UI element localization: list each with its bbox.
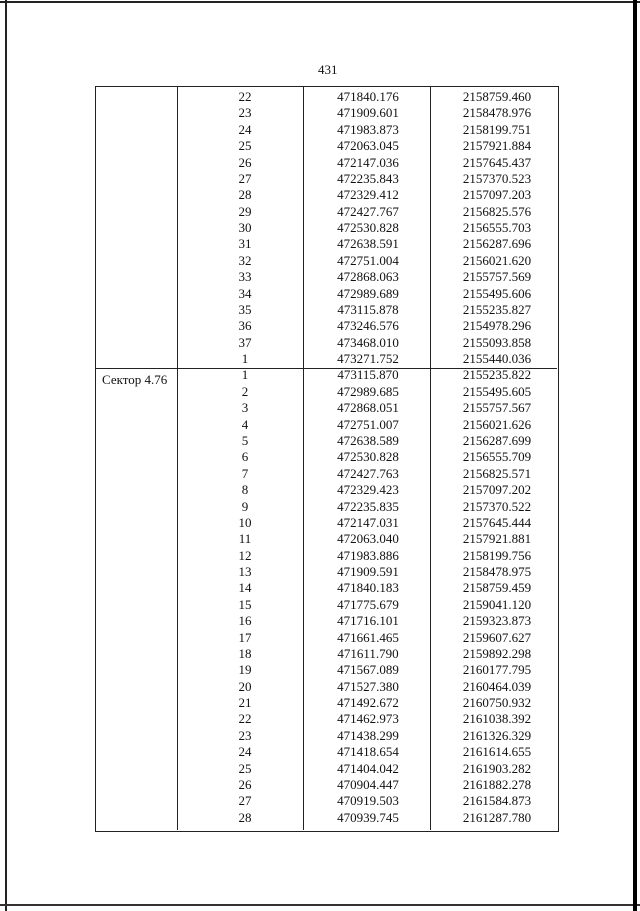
y-coordinate-cell: 2156021.626 <box>462 416 532 432</box>
y-coordinate-cell: 2159892.298 <box>462 645 532 661</box>
x-coordinate-cell: 472235.843 <box>337 170 399 186</box>
y-coordinate-cell: 2159041.120 <box>462 596 532 612</box>
x-coordinate-cell: 471983.873 <box>337 121 399 137</box>
x-coordinate-cell: 472329.423 <box>337 482 399 498</box>
y-coordinate-cell: 2161326.329 <box>462 727 532 743</box>
point-number-cell: 17 <box>238 629 252 645</box>
point-number-cell: 13 <box>238 564 252 580</box>
page-number: 431 <box>318 62 338 77</box>
x-coordinate-cell: 472063.045 <box>337 138 399 154</box>
point-number-cell: 26 <box>238 154 252 170</box>
x-coordinate-cell: 471462.973 <box>337 711 399 727</box>
point-number-cell: 27 <box>238 793 252 809</box>
point-number-cell: 1 <box>241 351 249 367</box>
y-coordinate-cell: 2155093.858 <box>462 334 532 350</box>
x-coordinate-cell: 472235.835 <box>337 498 399 514</box>
y-coordinate-cell: 2155757.567 <box>462 400 532 416</box>
point-number-cell: 8 <box>241 482 249 498</box>
x-coordinate-cell: 472427.763 <box>337 465 399 481</box>
x-coordinate-cell: 471661.465 <box>337 629 399 645</box>
x-coordinate-cell: 471840.176 <box>337 89 399 104</box>
x-coordinate-cell: 471775.679 <box>337 596 399 612</box>
y-coordinate-cell: 2156021.620 <box>462 252 532 268</box>
point-number-cell: 16 <box>238 613 252 629</box>
y-coordinate-cell: 2156825.576 <box>462 203 532 219</box>
x-coordinate-cell: 472751.007 <box>337 416 399 432</box>
y-coordinate-cell: 2161882.278 <box>462 776 532 792</box>
point-number-cell: 1 <box>241 367 249 383</box>
point-number-cell: 3 <box>241 400 249 416</box>
point-number-cell: 33 <box>238 269 252 285</box>
x-coordinate-cell: 472638.589 <box>337 432 399 448</box>
column-divider <box>430 86 431 830</box>
y-coordinate-cell: 2157370.523 <box>462 170 532 186</box>
x-coordinate-cell: 472751.004 <box>337 252 399 268</box>
x-coordinate-cell: 471527.380 <box>337 678 399 694</box>
column-divider <box>177 86 178 830</box>
point-number-cell: 23 <box>238 105 252 121</box>
y-coordinate-cell: 2158478.975 <box>462 564 532 580</box>
point-number-cell: 28 <box>238 187 252 203</box>
point-number-cell: 22 <box>238 711 252 727</box>
y-coordinate-cell: 2156555.709 <box>462 449 532 465</box>
point-number-cell: 29 <box>238 203 252 219</box>
y-coordinate-cell: 2158199.751 <box>462 121 532 137</box>
y-coordinate-cell: 2154978.296 <box>462 318 532 334</box>
x-coordinate-cell: 472329.412 <box>337 187 399 203</box>
point-number-cell: 25 <box>238 138 252 154</box>
scan-border-bottom <box>0 904 640 906</box>
y-coordinate-cell: 2157645.444 <box>462 514 532 530</box>
y-coordinate-cell: 2159607.627 <box>462 629 532 645</box>
point-number-cell: 30 <box>238 220 252 236</box>
x-coordinate-cell: 472147.036 <box>337 154 399 170</box>
x-coordinate-cell: 472147.031 <box>337 514 399 530</box>
y-coordinate-cell: 2157097.203 <box>462 187 532 203</box>
y-coordinate-cell: 2157097.202 <box>462 482 532 498</box>
y-coordinate-cell: 2161038.392 <box>462 711 532 727</box>
point-number-cell: 5 <box>241 432 249 448</box>
y-coordinate-cell: 2156825.571 <box>462 465 532 481</box>
x-coordinate-cell: 470939.745 <box>337 809 399 825</box>
point-number-cell: 31 <box>238 236 252 252</box>
x-coordinate-cell: 471909.591 <box>337 564 399 580</box>
point-number-cell: 26 <box>238 776 252 792</box>
y-coordinate-cell: 2158199.756 <box>462 547 532 563</box>
y-coordinate-cell: 2155495.605 <box>462 383 532 399</box>
point-number-cell: 37 <box>238 334 252 350</box>
x-coordinate-cell: 472530.828 <box>337 220 399 236</box>
y-coordinate-cell: 2156287.699 <box>462 432 532 448</box>
point-number-cell: 25 <box>238 760 252 776</box>
point-number-cell: 28 <box>238 809 252 825</box>
point-number-cell: 10 <box>238 514 252 530</box>
point-number-cell: 27 <box>238 170 252 186</box>
y-coordinate-cell: 2158478.976 <box>462 105 532 121</box>
point-number-cell: 34 <box>238 285 252 301</box>
x-coordinate-cell: 471611.790 <box>337 645 399 661</box>
y-coordinate-cell: 2159323.873 <box>462 613 532 629</box>
point-number-cell: 4 <box>241 416 249 432</box>
point-number-cell: 11 <box>238 531 252 547</box>
x-coordinate-cell: 472530.828 <box>337 449 399 465</box>
point-number-cell: 24 <box>238 121 252 137</box>
x-coordinate-cell: 471492.672 <box>337 695 399 711</box>
x-coordinate-cell: 470919.503 <box>337 793 399 809</box>
point-number-cell: 24 <box>238 744 252 760</box>
x-coordinate-cell: 473115.870 <box>337 367 399 383</box>
x-coordinate-cell: 471404.042 <box>337 760 399 776</box>
point-number-cell: 20 <box>238 678 252 694</box>
point-number-cell: 22 <box>238 89 252 104</box>
column-divider <box>303 86 304 830</box>
x-coordinate-cell: 472868.051 <box>337 400 399 416</box>
point-number-cell: 2 <box>241 383 249 399</box>
x-coordinate-cell: 472063.040 <box>337 531 399 547</box>
x-coordinate-cell: 473246.576 <box>337 318 399 334</box>
x-coordinate-cell: 472427.767 <box>337 203 399 219</box>
y-coordinate-cell: 2157921.884 <box>462 138 532 154</box>
point-number-cell: 15 <box>238 596 252 612</box>
y-coordinate-cell: 2157645.437 <box>462 154 532 170</box>
y-coordinate-cell: 2156287.696 <box>462 236 532 252</box>
y-coordinate-cell: 2156555.703 <box>462 220 532 236</box>
x-coordinate-cell: 473468.010 <box>337 334 399 350</box>
point-number-cell: 6 <box>241 449 249 465</box>
point-number-cell: 12 <box>238 547 252 563</box>
scan-border-right <box>633 0 637 911</box>
point-number-cell: 21 <box>238 695 252 711</box>
x-coordinate-cell: 471716.101 <box>337 613 399 629</box>
x-coordinate-cell: 470904.447 <box>337 776 399 792</box>
x-coordinate-cell: 473115.878 <box>337 301 399 317</box>
point-number-cell: 14 <box>238 580 252 596</box>
x-coordinate-cell: 472989.689 <box>337 285 399 301</box>
point-number-cell: 35 <box>238 301 252 317</box>
x-coordinate-cell: 471983.886 <box>337 547 399 563</box>
y-coordinate-cell: 2161584.873 <box>462 793 532 809</box>
y-coordinate-cell: 2161287.780 <box>462 809 532 825</box>
point-number-cell: 7 <box>241 465 249 481</box>
x-coordinate-cell: 472989.685 <box>337 383 399 399</box>
x-coordinate-cell: 473271.752 <box>337 351 399 367</box>
y-coordinate-cell: 2161614.655 <box>462 744 532 760</box>
y-coordinate-cell: 2157370.522 <box>462 498 532 514</box>
y-coordinate-cell: 2160464.039 <box>462 678 532 694</box>
y-coordinate-cell: 2160177.795 <box>462 662 532 678</box>
point-number-cell: 32 <box>238 252 252 268</box>
x-coordinate-cell: 471840.183 <box>337 580 399 596</box>
y-coordinate-cell: 2155440.036 <box>462 351 532 367</box>
y-coordinate-cell: 2155757.569 <box>462 269 532 285</box>
x-coordinate-cell: 471567.089 <box>337 662 399 678</box>
x-coordinate-cell: 472638.591 <box>337 236 399 252</box>
x-coordinate-cell: 472868.063 <box>337 269 399 285</box>
point-number-cell: 19 <box>238 662 252 678</box>
y-coordinate-cell: 2155495.606 <box>462 285 532 301</box>
x-coordinate-cell: 471438.299 <box>337 727 399 743</box>
y-coordinate-cell: 2158759.459 <box>462 580 532 596</box>
y-coordinate-cell: 2157921.881 <box>462 531 532 547</box>
scan-border-left <box>5 0 7 911</box>
x-coordinate-cell: 471909.601 <box>337 105 399 121</box>
y-coordinate-cell: 2161903.282 <box>462 760 532 776</box>
y-coordinate-cell: 2158759.460 <box>462 89 532 104</box>
scan-border-top <box>0 1 640 3</box>
y-coordinate-cell: 2155235.822 <box>462 367 532 383</box>
y-coordinate-cell: 2155235.827 <box>462 301 532 317</box>
point-number-cell: 36 <box>238 318 252 334</box>
point-number-cell: 23 <box>238 727 252 743</box>
point-number-cell: 9 <box>241 498 249 514</box>
x-coordinate-cell: 471418.654 <box>337 744 399 760</box>
point-number-cell: 18 <box>238 645 252 661</box>
sector-label: Сектор 4.76 <box>102 372 168 387</box>
y-coordinate-cell: 2160750.932 <box>462 695 532 711</box>
